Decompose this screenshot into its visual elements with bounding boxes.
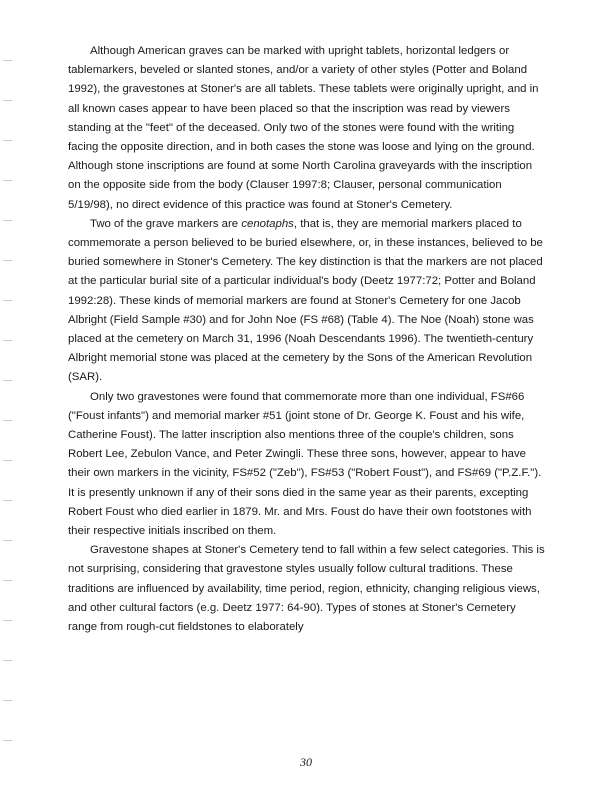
emphasized-term: cenotaphs xyxy=(241,217,294,230)
paragraph-text: , that is, they are memorial markers placed to commemorate a person believed to be buried elsewhere, or, in these instances, believed to be buried somewhere in Stoner's Cemetery. The key distinction is that the markers are not placed at the particular burial site of a particular individual's body (Deetz 1977:72; Potter and Boland 1992:28). These kinds of memorial markers are found at Stoner's Cemetery for one Jacob Albright (Field Sample #30) and for John Noe (FS #68) (Table 4). The Noe (Noah) stone was placed at the cemetery on March 31, 1996 (Noah Descendants 1996). The twentieth-century Albright memorial stone was placed at the cemetery by the Sons of the American Revolution (SAR). xyxy=(68,217,543,384)
paragraph-grave-types: Although American graves can be marked with upright tablets, horizontal ledgers or tablemarkers, beveled or slanted stones, and/or a variety of other styles (Potter and Boland 1992), the gravestones at Stoner's are all tablets. These tablets were originally upright, and in all known cases appear to have been placed so that the inscription was read by viewers standing at the "feet" of the deceased. Only two of the stones were found with the writing facing the opposite direction, and in both cases the stone was loose and lying on the ground. Although stone inscriptions are found at some North Carolina graveyards with the inscription on the opposite side from the body (Clauser 1997:8; Clauser, personal communication 5/19/98), no direct evidence of this practice was found at Stoner's Cemetery. xyxy=(68,45,539,211)
paragraph-gravestone-shapes: Gravestone shapes at Stoner's Cemetery tend to fall within a few select categories. This is not surprising, considering that gravestone styles usually follow cultural traditions. These traditions are influenced by availability, time period, region, ethnicity, changing religious views, and other cultural factors (e.g. Deetz 1977: 64-90). Types of stones at Stoner's Cemetery range from rough-cut fieldstones to elaborately xyxy=(68,544,545,634)
paragraph-cenotaphs xyxy=(68,215,546,388)
paragraph-joint-stones: Only two gravestones were found that commemorate more than one individual, FS#66 ("Foust infants") and memorial marker #51 (joint stone of Dr. George K. Foust and his wife, Catherine Foust). The latter inscription also mentions three of the couple's children, sons Robert Lee, Zebulon Vance, and Peter Zwingli. These three sons, however, appear to have their own markers in the vicinity, FS#52 ("Zeb"), FS#53 ("Robert Foust"), and FS#69 ("P.Z.F."). It is presently unknown if any of their sons died in the same year as their parents, excepting Robert Foust who died earlier in 1879. Mr. and Mrs. Foust do have their own footstones with their respective initials inscribed on them. xyxy=(68,390,542,538)
page-number: 30 xyxy=(300,755,312,769)
body-text xyxy=(68,42,546,637)
paragraph-text: Two of the grave markers are xyxy=(90,217,242,230)
scan-edge-marks xyxy=(0,0,14,792)
